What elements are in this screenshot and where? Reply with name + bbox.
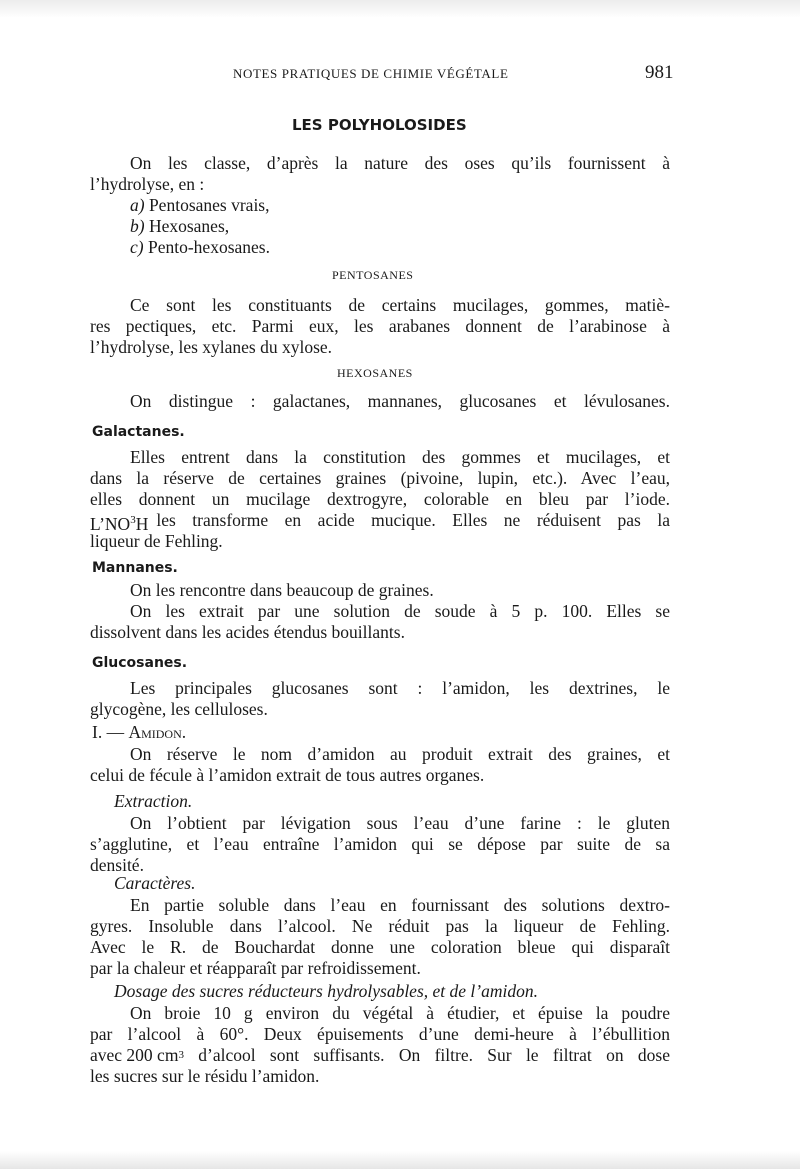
paragraph-line: On l’obtient par lévigation sous l’eau d’une farine : le gluten [130,813,670,833]
subsection-heading: PENTOSANES [332,268,414,282]
paragraph-line: celui de fécule à l’amidon extrait de tous autres organes. [90,765,485,785]
paragraph-line: En partie soluble dans l’eau en fournissant des solutions dextro- [130,895,670,915]
paragraph-line: l’hydrolyse, en : [90,174,205,194]
paragraph-line: avec 200 cm 3 d’alcool sont suffisants. On filtre. Sur le filtrat on dose [90,1045,670,1065]
paragraph-line: elles donnent un mucilage dextrogyre, colorable en bleu par l’iode. [90,489,670,509]
scan-top-edge [0,0,800,18]
paragraph-line: s’agglutine, et l’eau entraîne l’amidon qui se dépose par suite de sa [90,834,670,854]
paragraph-line: res pectiques, etc. Parmi eux, les arabanes donnent de l’arabinose à [90,316,670,336]
paragraph-line: dissolvent dans les acides étendus bouillants. [90,622,405,642]
side-heading: Glucosanes. [92,655,188,671]
subsection-heading: HEXOSANES [337,366,413,380]
side-heading: Mannanes. [92,560,178,576]
side-heading: Galactanes. [92,424,185,440]
paragraph-line: Elles entrent dans la constitution des gommes et mucilages, et [130,447,670,467]
italic-subheading: Extraction. [114,791,193,811]
paragraph-line: par la chaleur et réapparaît par refroidissement. [90,958,421,978]
roman-numeral: I. — [92,722,125,742]
list-marker: c) [130,237,144,257]
list-marker: b) [130,216,145,236]
section-title: LES POLYHOLOSIDES [292,116,467,134]
paragraph-line: Avec le R. de Bouchardat donne une coloration bleue qui disparaît [90,937,670,957]
list-text: Pento-hexosanes. [147,237,270,257]
paragraph-line: On réserve le nom d’amidon au produit extrait des graines, et [130,744,670,764]
paragraph-line: Ce sont les constituants de certains mucilages, gommes, matiè- [130,295,670,315]
paragraph-line: l’hydrolyse, les xylanes du xylose. [90,337,333,357]
numbered-heading [92,722,186,742]
paragraph-line: glycogène, les celluloses. [90,699,268,719]
paragraph-line: On distingue : galactanes, mannanes, glucosanes et lévulosanes. [130,391,670,411]
paragraph-line: On les extrait par une solution de soude à 5 p. 100. Elles se [130,601,670,621]
paragraph-line: Les principales glucosanes sont : l’amidon, les dextrines, le [130,678,670,698]
paragraph-line: $L’NO^3H$ les transforme en acide mucique. Elles ne réduisent pas la [90,510,670,534]
paragraph-line: gyres. Insoluble dans l’alcool. Ne réduit pas la liqueur de Fehling. [90,916,670,936]
heading-text: Amidon. [128,722,187,742]
running-title: NOTES PRATIQUES DE CHIMIE VÉGÉTALE [233,66,509,81]
list-marker: a) [130,195,145,215]
list-item [130,216,229,236]
formula: $L’NO^3H$ [90,513,149,534]
paragraph-line: dans la réserve de certaines graines (pivoine, lupin, etc.). Avec l’eau, [90,468,670,488]
scan-bottom-edge [0,1151,800,1169]
page-number: 981 [645,62,674,83]
list-item [130,195,270,215]
italic-subheading: Dosage des sucres réducteurs hydrolysables, et de l’amidon. [114,981,538,1001]
paragraph-line: par l’alcool à 60°. Deux épuisements d’une demi-heure à l’ébullition [90,1024,670,1044]
paragraph-line: les sucres sur le résidu l’amidon. [90,1066,320,1086]
paragraph-line: liqueur de Fehling. [90,531,223,551]
italic-subheading: Caractères. [114,873,196,893]
paragraph-line: densité. [90,855,144,875]
list-text: Pentosanes vrais, [148,195,270,215]
list-text: Hexosanes, [148,216,230,236]
paragraph-line: On les rencontre dans beaucoup de graines. [130,580,434,600]
paragraph-line: On broie 10 g environ du végétal à étudier, et épuise la poudre [130,1003,670,1023]
list-item [130,237,270,257]
paragraph-line: On les classe, d’après la nature des oses qu’ils fournissent à [130,153,670,173]
